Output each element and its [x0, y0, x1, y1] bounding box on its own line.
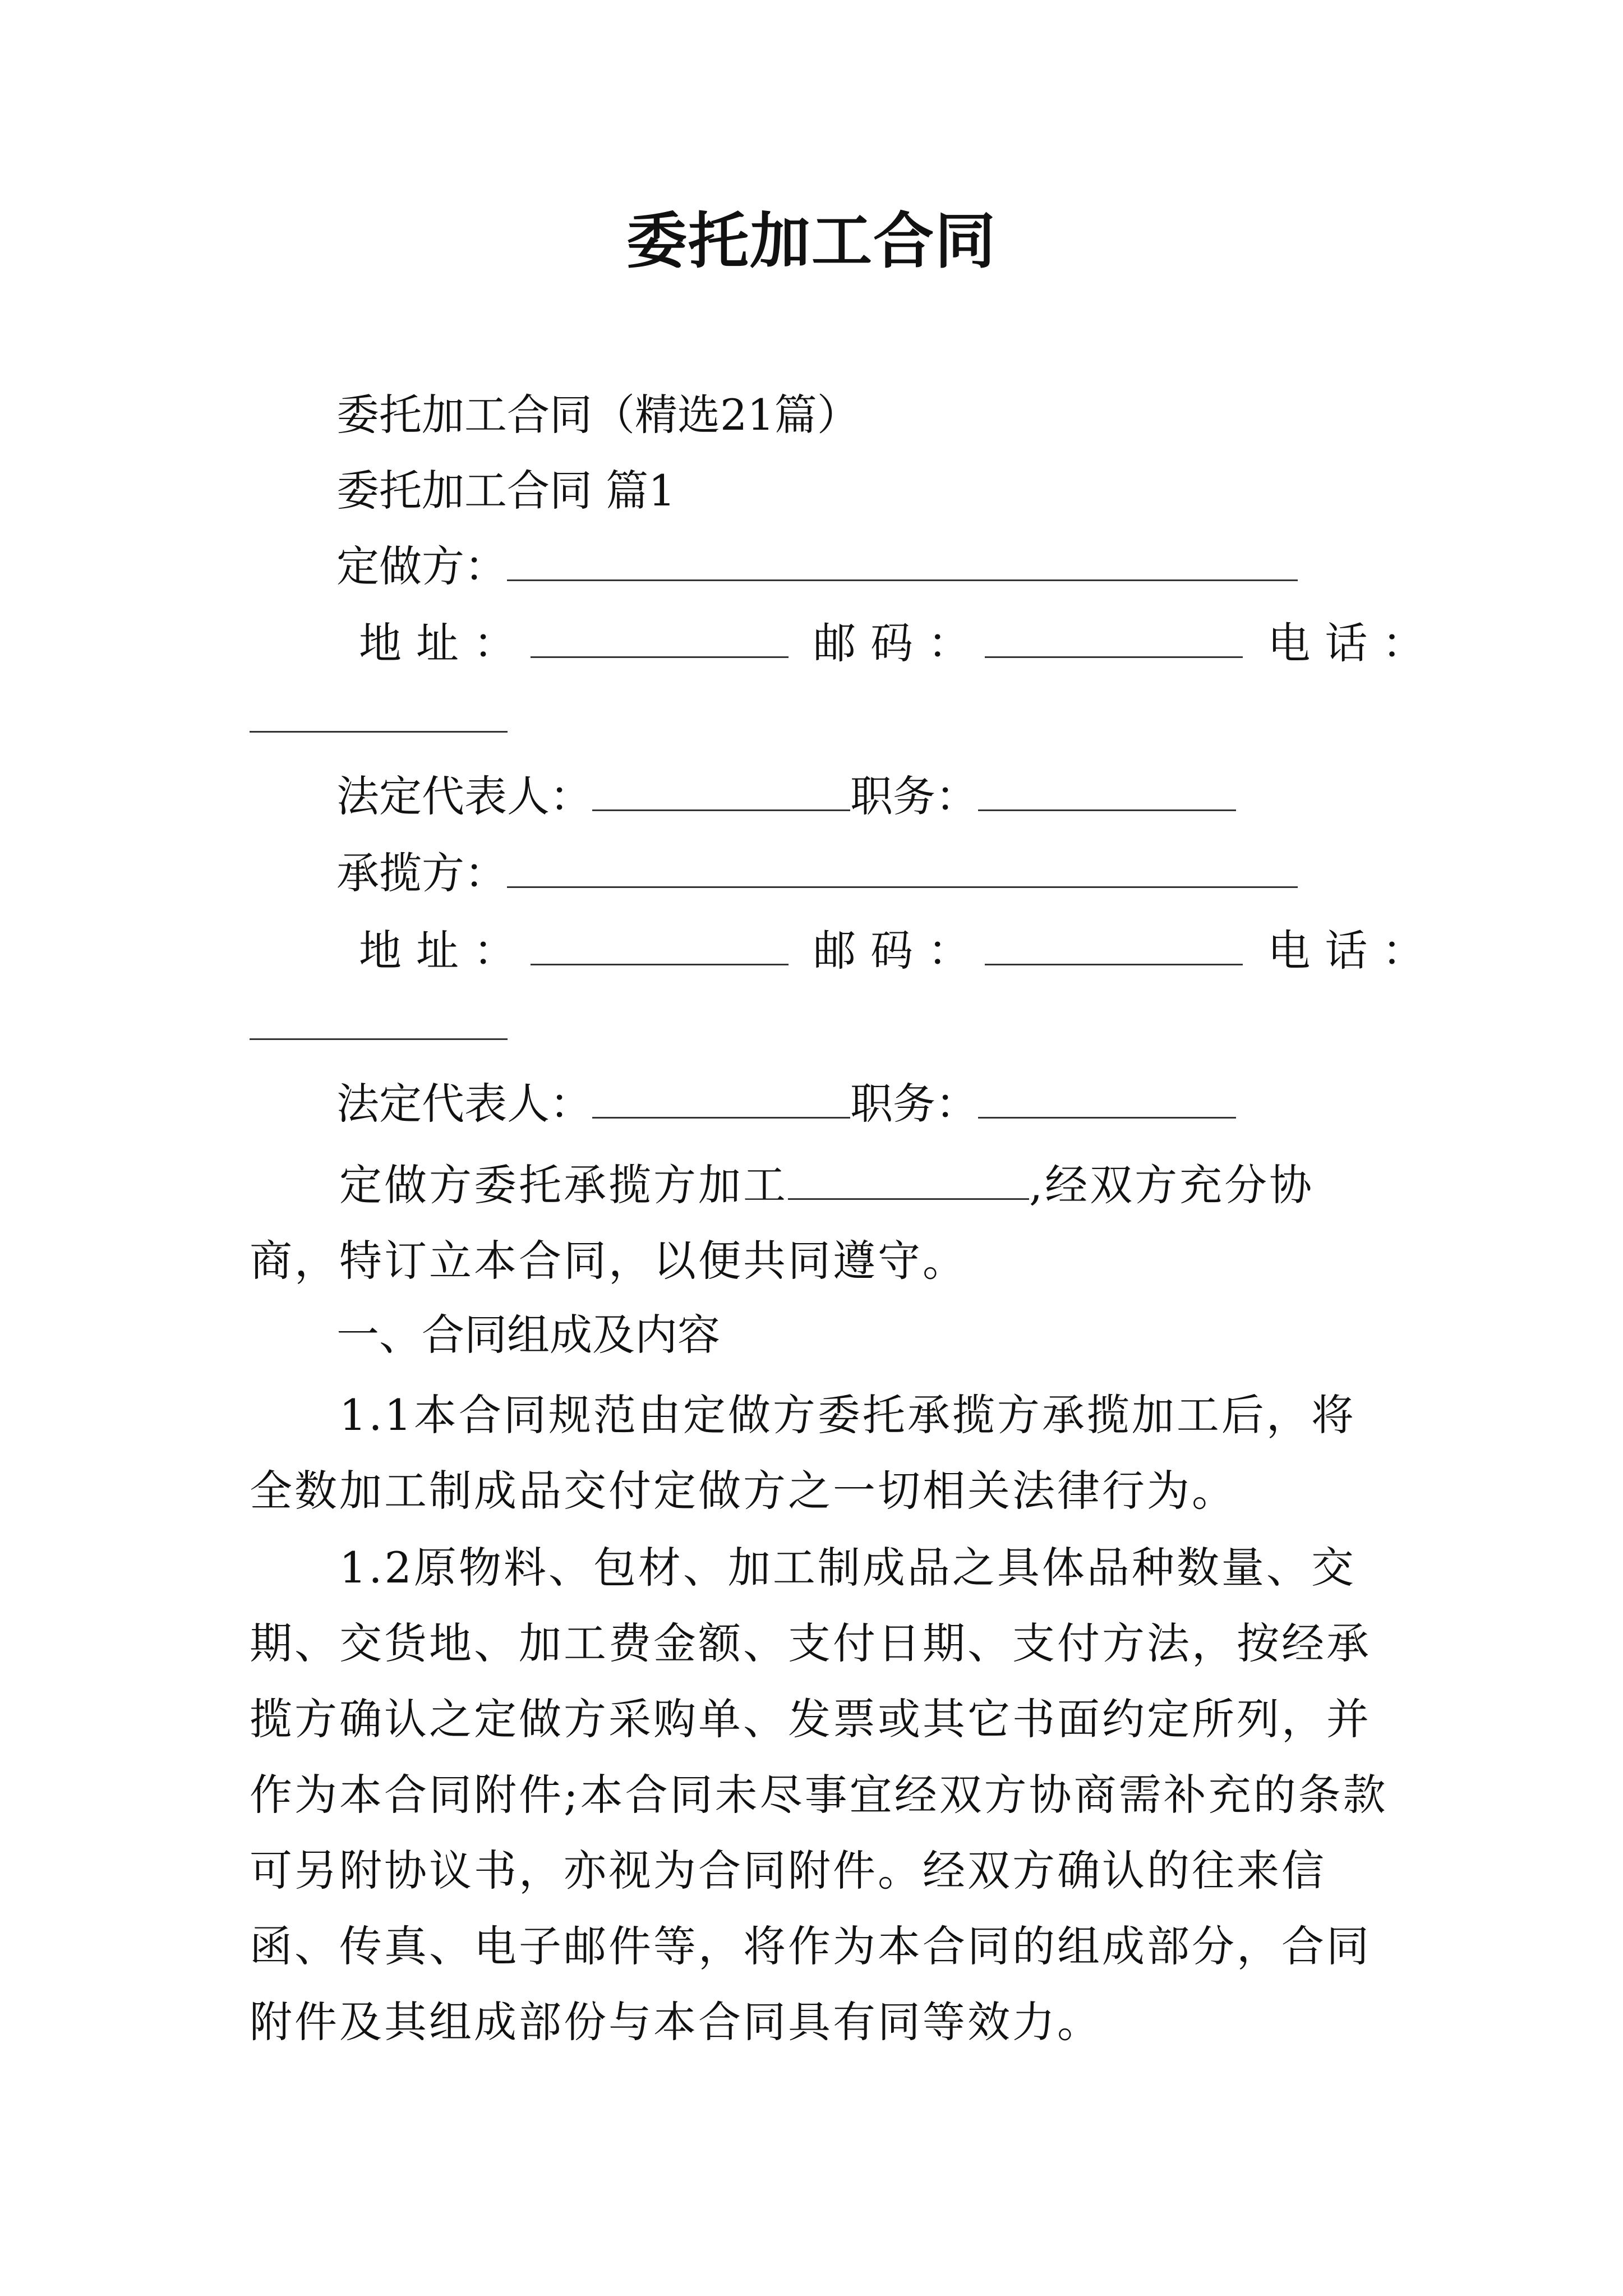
- chenglanfang-rep-row: [336, 1076, 1236, 1132]
- chenglanfang-position-blank[interactable]: [978, 1076, 1236, 1119]
- position-label: 职务：: [850, 1079, 978, 1129]
- chenglanfang-postcode-blank[interactable]: [985, 923, 1243, 965]
- dingzuofang-contact-row: [359, 615, 1439, 671]
- postcode-label: 邮码：: [813, 618, 985, 668]
- address-label: 地址：: [359, 618, 531, 668]
- dingzuofang-row: [336, 539, 1298, 595]
- section-heading: 委托加工合同 篇1: [336, 466, 676, 516]
- legal-rep-label: 法定代表人：: [336, 1079, 592, 1129]
- clause-1-1: 1.1本合同规范由定做方委托承揽方承揽加工后，将全数加工制成品交付定做方之一切相关法律行为。: [250, 1390, 1356, 1516]
- clause-1-2: 1.2原物料、包材、加工制成品之具体品种数量、交期、交货地、加工费金额、支付日期、支付方法，按经承揽方确认之定做方采购单、发票或其它书面约定所列，并作为本合同附件;本合同未尽事宜经双方协商需补充的条款可另附协议书，亦视为合同附件。经双方确认的往来信函、传真、电子邮件等，将作为本合同的组成部分，合同附件及其组成部份与本合同具有同等效力。: [250, 1543, 1388, 2047]
- chenglanfang-rep-blank[interactable]: [592, 1076, 850, 1119]
- chenglanfang-row: [336, 845, 1298, 901]
- chenglanfang-phone-row: [250, 997, 508, 1053]
- dingzuofang-phone-blank[interactable]: [250, 691, 508, 733]
- intro-text-1: 定做方委托承揽方加工: [339, 1160, 788, 1210]
- chenglanfang-address-blank[interactable]: [531, 923, 789, 965]
- chenglanfang-blank[interactable]: [507, 846, 1298, 888]
- document-subtitle: 委托加工合同（精选21篇）: [336, 390, 860, 440]
- dingzuofang-phone-row: [250, 690, 508, 746]
- dingzuofang-blank[interactable]: [507, 539, 1298, 581]
- address-label: 地址：: [359, 926, 531, 976]
- dingzuofang-rep-row: [336, 769, 1236, 825]
- section-heading-1: 一、合同组成及内容: [336, 1310, 720, 1360]
- chenglanfang-phone-blank[interactable]: [250, 998, 508, 1040]
- dingzuofang-label: 定做方：: [336, 541, 507, 591]
- product-blank[interactable]: [788, 1158, 1029, 1200]
- chenglanfang-contact-row: [359, 923, 1439, 979]
- dingzuofang-address-blank[interactable]: [531, 616, 789, 658]
- intro-paragraph: [250, 1147, 1394, 1299]
- intro-text-2: ,经双方充分协商，特订立本合同，以便共同遵守。: [250, 1160, 1315, 1286]
- phone-label: 电话：: [1267, 926, 1440, 976]
- dingzuofang-position-blank[interactable]: [978, 769, 1236, 811]
- dingzuofang-rep-blank[interactable]: [592, 769, 850, 811]
- chenglanfang-label: 承揽方：: [336, 848, 507, 898]
- postcode-label: 邮码：: [813, 926, 985, 976]
- legal-rep-label: 法定代表人：: [336, 771, 592, 821]
- page-title: 委托加工合同: [626, 206, 997, 277]
- dingzuofang-postcode-blank[interactable]: [985, 616, 1243, 658]
- phone-label: 电话：: [1267, 618, 1440, 668]
- position-label: 职务：: [850, 771, 978, 821]
